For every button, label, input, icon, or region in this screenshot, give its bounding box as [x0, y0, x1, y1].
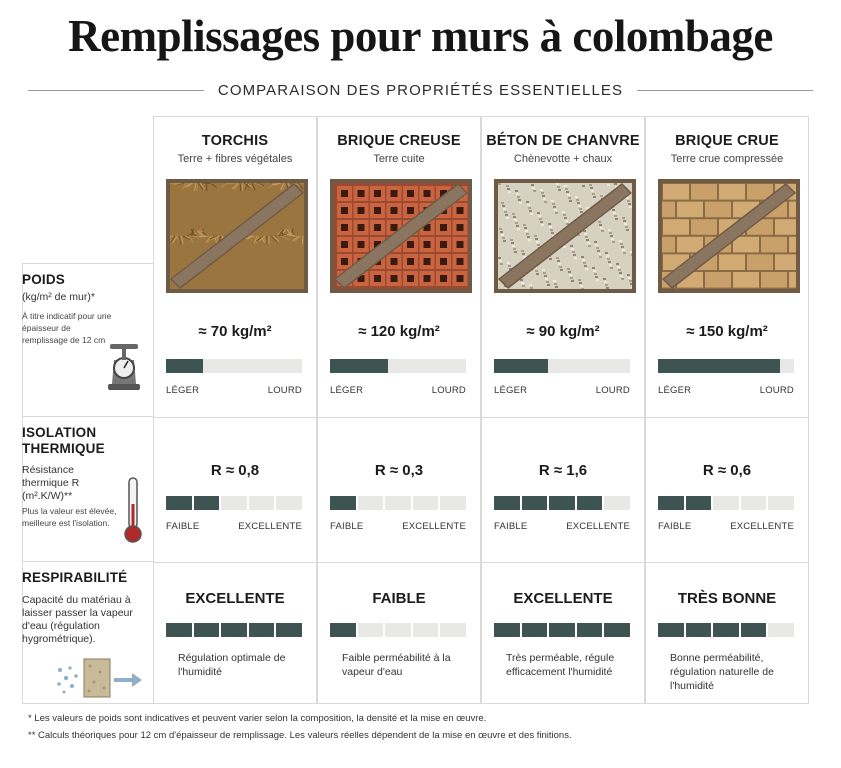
material-name: BRIQUE CRUE [675, 133, 779, 149]
material-name: BRIQUE CREUSE [337, 133, 461, 149]
breathability-segment [494, 623, 520, 637]
breathability-bar [330, 623, 466, 637]
insulation-segment [330, 496, 356, 510]
row-divider [646, 417, 808, 418]
weight-bar [330, 359, 466, 373]
material-name: TORCHIS [201, 133, 269, 149]
footnote-weight: * Les valeurs de poids sont indicatives et peuvent varier selon la composition, la densité et la mise en œuvre. [28, 713, 487, 724]
breathability-segment [166, 623, 192, 637]
material-column [481, 116, 645, 704]
breathability-bar [166, 623, 302, 637]
insulation-segment [577, 496, 603, 510]
insulation-segment [494, 496, 520, 510]
insulation-segment [440, 496, 466, 510]
insulation-scale [494, 521, 630, 532]
insulation-segment [686, 496, 712, 510]
material-column [645, 116, 809, 704]
subtitle-rule-left [28, 90, 204, 91]
breathability-note: Faible perméabilité à la vapeur d'eau [342, 652, 451, 678]
material-name: BÉTON DE CHANVRE [486, 133, 640, 149]
weight-unit: (kg/m² de mur)* [22, 291, 95, 303]
breathability-note: Très perméable, régule efficacement l'humidité [506, 652, 615, 678]
weight-scale [166, 385, 302, 396]
insulation-segment [522, 496, 548, 510]
breathability-segment [330, 623, 356, 637]
row-divider [318, 417, 480, 418]
subtitle [28, 79, 813, 101]
weight-scale-min: LÉGER [494, 385, 528, 396]
weight-note: À titre indicatif pour une épaisseur de remplissage de 12 cm [22, 311, 112, 345]
weight-scale-max: LOURD [759, 385, 794, 396]
breathability-segment [249, 623, 275, 637]
breathability-segment [741, 623, 767, 637]
weight-scale [330, 385, 466, 396]
material-description: Terre + fibres végétales [177, 153, 293, 165]
material-description: Chènevotte + chaux [513, 153, 613, 165]
weight-bar-fill [494, 359, 548, 373]
material-column [317, 116, 481, 704]
breathability-segment [658, 623, 684, 637]
insulation-segment [658, 496, 684, 510]
insulation-scale-max: EXCELLENTE [730, 521, 794, 532]
breathability-segment [385, 623, 411, 637]
breathability-segment [221, 623, 247, 637]
breathability-segment [522, 623, 548, 637]
breathability-value: EXCELLENTE [513, 590, 613, 607]
insulation-segment [741, 496, 767, 510]
breathability-segment [358, 623, 384, 637]
insulation-scale [166, 521, 302, 532]
insulation-scale [658, 521, 794, 532]
insulation-bar [330, 496, 466, 510]
breathability-bar [494, 623, 630, 637]
breathability-label [22, 570, 152, 646]
insulation-note: Plus la valeur est élevée, meilleure est l'isolation. [22, 506, 117, 528]
thermometer-icon [122, 476, 144, 549]
row-divider [482, 417, 644, 418]
row-divider [154, 562, 316, 563]
weight-scale-max: LOURD [267, 385, 302, 396]
weight-bar [658, 359, 794, 373]
insulation-bar [658, 496, 794, 510]
breathability-value: TRÈS BONNE [677, 590, 777, 607]
insulation-segment [768, 496, 794, 510]
weight-bar-fill [658, 359, 780, 373]
row-divider [22, 561, 153, 562]
weight-scale-min: LÉGER [166, 385, 200, 396]
insulation-segment [413, 496, 439, 510]
insulation-scale-max: EXCELLENTE [566, 521, 630, 532]
r-value: R ≈ 0,3 [374, 462, 424, 479]
breathability-segment [768, 623, 794, 637]
r-value: R ≈ 0,6 [702, 462, 752, 479]
weight-scale [494, 385, 630, 396]
insulation-segment [194, 496, 220, 510]
weight-value: ≈ 70 kg/m² [198, 323, 272, 340]
material-image [494, 179, 636, 293]
insulation-segment [713, 496, 739, 510]
insulation-scale-min: FAIBLE [494, 521, 528, 532]
weight-bar [166, 359, 302, 373]
material-image [658, 179, 800, 293]
insulation-segment [276, 496, 302, 510]
breathability-segment [194, 623, 220, 637]
insulation-scale-min: FAIBLE [330, 521, 364, 532]
weight-bar-fill [166, 359, 203, 373]
weight-bar [494, 359, 630, 373]
material-image [330, 179, 472, 293]
weight-scale-max: LOURD [595, 385, 630, 396]
vapor-wall-icon [54, 656, 144, 705]
weight-value: ≈ 120 kg/m² [358, 323, 440, 340]
weight-scale-min: LÉGER [658, 385, 692, 396]
breathability-title: RESPIRABILITÉ [22, 570, 128, 585]
insulation-bar [166, 496, 302, 510]
breathability-unit: Capacité du matériau à laisser passer la vapeur d'eau (régulation hygrométrique). [22, 594, 133, 645]
row-divider [318, 562, 480, 563]
material-image [166, 179, 308, 293]
insulation-segment [249, 496, 275, 510]
subtitle-text: COMPARAISON DES PROPRIÉTÉS ESSENTIELLES [217, 81, 624, 99]
breathability-value: FAIBLE [372, 590, 426, 607]
insulation-segment [358, 496, 384, 510]
weight-scale-min: LÉGER [330, 385, 364, 396]
r-value: R ≈ 1,6 [538, 462, 588, 479]
scale-icon [104, 340, 144, 397]
weight-scale-max: LOURD [431, 385, 466, 396]
row-divider [646, 562, 808, 563]
footnote-insulation: ** Calculs théoriques pour 12 cm d'épaisseur de remplissage. Les valeurs réelles dépendent de la mise en œuvre et des finitions. [28, 730, 572, 741]
breathability-note: Bonne perméabilité, régulation naturelle de l'humidité [670, 652, 774, 692]
breathability-value: EXCELLENTE [185, 590, 285, 607]
material-description: Terre cuite [373, 153, 425, 165]
breathability-segment [577, 623, 603, 637]
row-divider [482, 562, 644, 563]
insulation-scale-max: EXCELLENTE [238, 521, 302, 532]
breathability-segment [440, 623, 466, 637]
breathability-segment [413, 623, 439, 637]
insulation-segment [549, 496, 575, 510]
row-divider [154, 417, 316, 418]
insulation-segment [604, 496, 630, 510]
page-title: Remplissages pour murs à colombage [68, 11, 773, 61]
material-description: Terre crue compressée [670, 153, 784, 165]
insulation-scale-min: FAIBLE [658, 521, 692, 532]
breathability-segment [713, 623, 739, 637]
weight-scale [658, 385, 794, 396]
breathability-note: Régulation optimale de l'humidité [178, 652, 286, 678]
breathability-segment [686, 623, 712, 637]
insulation-bar [494, 496, 630, 510]
breathability-segment [604, 623, 630, 637]
breathability-segment [276, 623, 302, 637]
insulation-title: ISOLATION THERMIQUE [22, 425, 105, 456]
row-divider [22, 416, 153, 417]
insulation-segment [166, 496, 192, 510]
weight-title: POIDS [22, 272, 66, 287]
breathability-segment [549, 623, 575, 637]
weight-label [22, 272, 152, 346]
subtitle-rule-right [637, 90, 813, 91]
insulation-scale [330, 521, 466, 532]
insulation-scale-min: FAIBLE [166, 521, 200, 532]
material-column [153, 116, 317, 704]
insulation-unit: Résistance thermique R (m².K/W)** [22, 464, 80, 502]
insulation-segment [385, 496, 411, 510]
weight-value: ≈ 90 kg/m² [526, 323, 600, 340]
insulation-segment [221, 496, 247, 510]
insulation-scale-max: EXCELLENTE [402, 521, 466, 532]
weight-bar-fill [330, 359, 388, 373]
weight-value: ≈ 150 kg/m² [686, 323, 768, 340]
breathability-bar [658, 623, 794, 637]
r-value: R ≈ 0,8 [210, 462, 260, 479]
